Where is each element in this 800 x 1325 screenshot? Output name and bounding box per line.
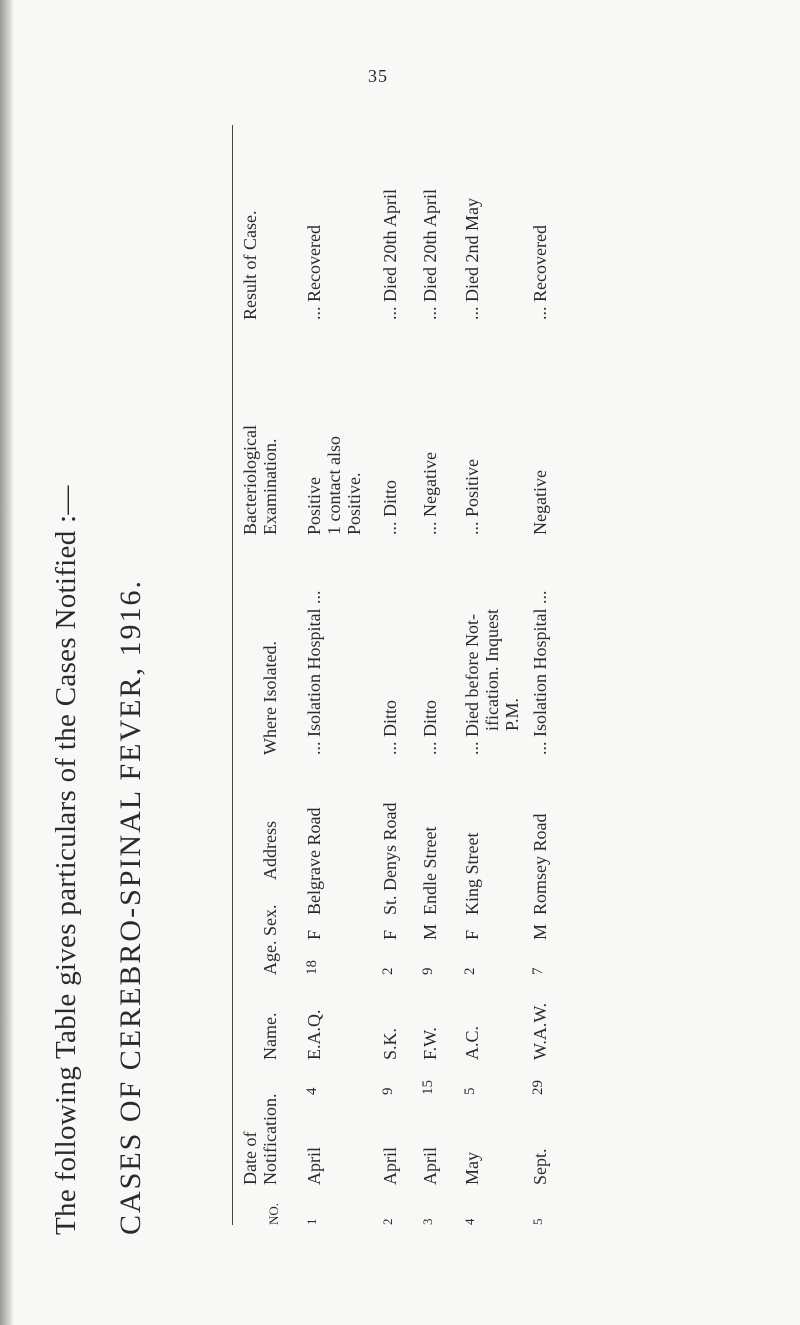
row-address: St. Denys Road bbox=[380, 802, 400, 915]
row-where-line3: P.M. bbox=[502, 697, 522, 731]
row-where: ... Ditto bbox=[420, 699, 440, 755]
row-no: 2 bbox=[380, 1218, 395, 1225]
row-where-line1: ... Died before Not- bbox=[462, 614, 482, 755]
row-sex: F bbox=[304, 929, 324, 940]
row-month: Sept. bbox=[530, 1148, 550, 1185]
header-date-line1: Date of bbox=[240, 1131, 260, 1185]
row-age: 18 bbox=[304, 960, 320, 975]
header-bact-line2: Examination. bbox=[260, 438, 280, 535]
row-bact-line3: Positive. bbox=[344, 472, 364, 535]
row-bact bbox=[304, 436, 364, 535]
row-name: E.A.Q. bbox=[304, 1009, 324, 1060]
row-no: 5 bbox=[530, 1218, 545, 1225]
row-month: May bbox=[462, 1152, 482, 1185]
intro-text: The following Table gives particulars of the Cases Notified :— bbox=[50, 485, 82, 1235]
row-result: ... Recovered bbox=[304, 225, 324, 320]
row-bact: Negative bbox=[530, 470, 550, 535]
row-name: W.A.W. bbox=[530, 1002, 550, 1060]
row-no: 1 bbox=[304, 1218, 319, 1225]
row-result: ... Died 2nd May bbox=[462, 198, 482, 320]
row-name: F.W. bbox=[420, 1027, 440, 1060]
header-where: Where Isolated. bbox=[260, 641, 280, 755]
row-where: ... Isolation Hospital ... bbox=[304, 590, 324, 755]
row-month: April bbox=[304, 1147, 324, 1185]
header-age-sex: Age. Sex. bbox=[260, 904, 280, 975]
header-address: Address bbox=[260, 821, 280, 880]
row-result: ... Died 20th April bbox=[380, 189, 400, 320]
row-bact-line1: Positive bbox=[304, 476, 324, 535]
binding-edge bbox=[0, 0, 14, 1325]
row-day: 5 bbox=[462, 1087, 478, 1095]
row-result: ... Recovered bbox=[530, 225, 550, 320]
row-address: Endle Street bbox=[420, 826, 440, 915]
row-where bbox=[462, 609, 522, 755]
page-number: 35 bbox=[368, 66, 388, 86]
row-bact: ... Negative bbox=[420, 452, 440, 535]
row-sex: F bbox=[462, 929, 482, 940]
row-age: 2 bbox=[462, 967, 478, 975]
row-day: 4 bbox=[304, 1087, 320, 1095]
row-age: 2 bbox=[380, 967, 396, 975]
row-month: April bbox=[380, 1147, 400, 1185]
header-name: Name. bbox=[260, 1012, 280, 1060]
row-sex: M bbox=[420, 923, 440, 940]
row-where-line2: ification. Inquest bbox=[482, 609, 502, 731]
row-day: 15 bbox=[420, 1080, 436, 1095]
row-bact-line2: 1 contact also bbox=[324, 436, 344, 535]
header-no: NO. bbox=[266, 1202, 281, 1225]
row-day: 9 bbox=[380, 1087, 396, 1095]
table-heading: CASES OF CEREBRO-SPINAL FEVER, 1916. bbox=[114, 579, 147, 1235]
row-result: ... Died 20th April bbox=[420, 189, 440, 320]
row-address: Romsey Road bbox=[530, 813, 550, 915]
row-age: 7 bbox=[530, 967, 546, 975]
row-bact: ... Ditto bbox=[380, 479, 400, 535]
row-no: 4 bbox=[462, 1218, 477, 1225]
row-sex: M bbox=[530, 923, 550, 940]
row-day: 29 bbox=[530, 1080, 546, 1095]
header-result: Result of Case. bbox=[240, 210, 260, 320]
row-where: ... Isolation Hospital ... bbox=[530, 590, 550, 755]
row-address: Belgrave Road bbox=[304, 807, 324, 915]
row-bact: ... Positive bbox=[462, 458, 482, 535]
row-sex: F bbox=[380, 929, 400, 940]
row-month: April bbox=[420, 1147, 440, 1185]
row-no: 3 bbox=[420, 1218, 435, 1225]
header-bact-line1: Bacteriological bbox=[240, 425, 260, 535]
header-bact bbox=[240, 425, 280, 535]
row-address: King Street bbox=[462, 832, 482, 915]
row-name: A.C. bbox=[462, 1025, 482, 1060]
rotated-content bbox=[50, 95, 650, 1255]
header-date-line2: Notification. bbox=[260, 1093, 280, 1185]
header-rule bbox=[232, 125, 233, 1225]
row-where: ... Ditto bbox=[380, 699, 400, 755]
row-age: 9 bbox=[420, 967, 436, 975]
row-name: S.K. bbox=[380, 1027, 400, 1060]
header-date bbox=[240, 1094, 280, 1185]
